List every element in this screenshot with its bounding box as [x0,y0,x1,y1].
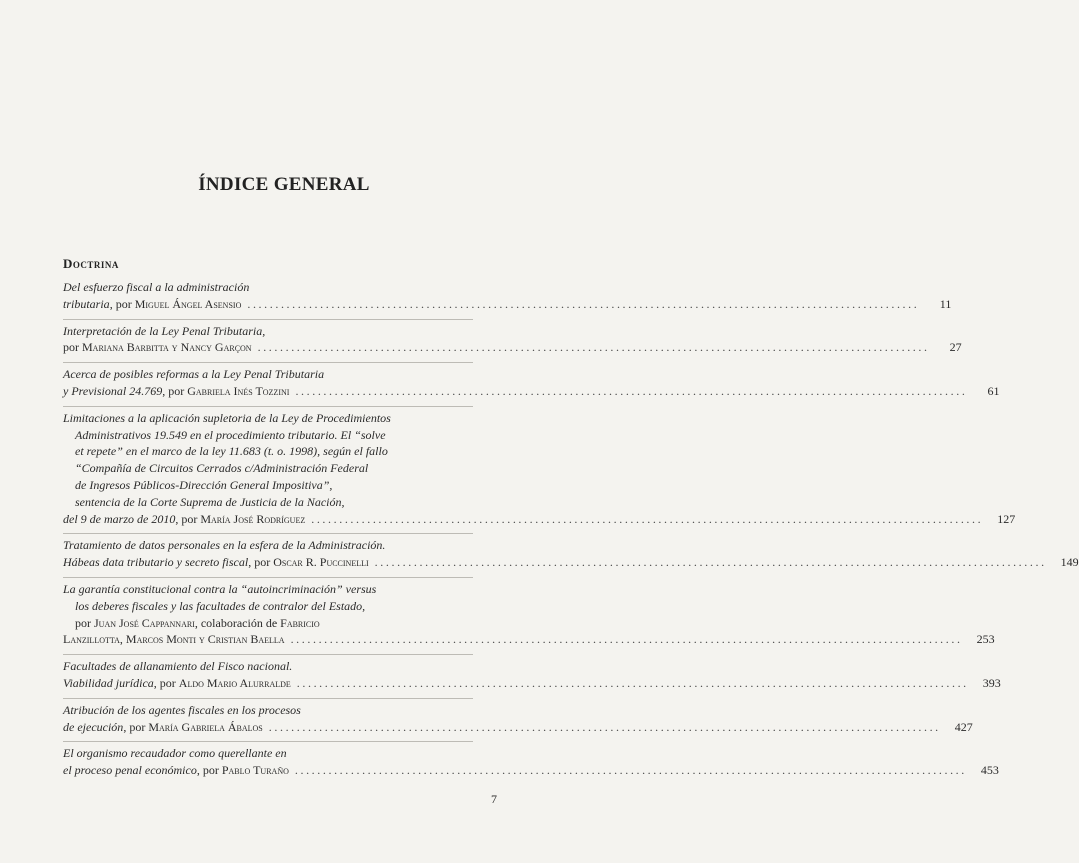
entry-page: 253 [976,632,995,647]
entry-last-line [63,554,1079,571]
entry-title-line: El organismo recaudador como querellante en [63,746,287,761]
entry-title-line: los deberes fiscales y las facultades de contralor del Estado, [75,598,366,613]
entry-page: 11 [939,296,952,311]
toc-entry[interactable] [63,320,962,364]
entry-page: 427 [954,719,973,734]
leader-dots: ........................................................................................................................ [311,511,984,526]
entry-title-line: Del esfuerzo fiscal a la administración [63,280,250,294]
entry-title-line: sentencia de la Corte Suprema de Justicia de la Nación, [75,494,345,509]
entry-title-line: La garantía constitucional contra la “autoincriminación” versus [63,581,377,596]
entry-collab: , colaboración de [194,615,281,630]
entry-title-line: “Compañía de Circuitos Cerrados c/Administración Federal [75,461,369,476]
entry-title-line: Atribución de los agentes fiscales en los procesos [63,702,301,717]
entry-by: , por [153,675,179,690]
entry-by: , por [175,511,201,526]
leader-dots: ........................................................................................................................ [247,296,920,311]
entry-author: María Gabriela Ábalos [148,719,263,734]
entry-title-line: Tratamiento de datos personales en la esfera de la Administración. [63,538,386,553]
entry-last-line [63,339,962,356]
entry-author: María José Rodríguez [200,511,306,526]
toc-entry[interactable] [63,407,1016,535]
table-of-contents [63,276,1079,785]
entry-title-end: del 9 de marzo de 2010 [63,511,176,526]
leader-dots: ........................................................................................................................ [268,719,941,734]
leader-dots: ........................................................................................................................ [295,383,968,398]
leader-dots: ........................................................................................................................ [296,675,969,690]
entry-page: 127 [997,511,1016,526]
section-heading: Doctrina [63,256,119,271]
entry-title-end: tributaria [63,296,110,311]
entry-title-line: Administrativos 19.549 en el procedimiento tributario. El “solve [75,427,386,442]
toc-entry[interactable] [63,699,973,743]
entry-by: , por [248,555,274,570]
entry-title-end: y Previsional 24.769 [63,383,163,398]
entry-page: 393 [982,675,1001,690]
entry-last-line [63,511,1016,528]
entry-title-line: Limitaciones a la aplicación supletoria de la Ley de Procedimientos [63,410,391,425]
entry-page: 61 [987,383,1000,398]
leader-dots: ........................................................................................................................ [374,555,1047,570]
entry-author: Aldo Mario Alurralde [178,675,291,690]
entry-title-end: el proceso penal económico [63,763,197,778]
entry-page: 27 [949,340,962,355]
entry-author: Juan José Cappannari [94,615,195,630]
entry-by: por [75,615,94,630]
entry-by: , por [196,763,222,778]
leader-dots: ........................................................................................................................ [257,340,930,355]
entry-credit-line [63,615,473,632]
leader-dots: ........................................................................................................................ [290,632,963,647]
entry-last-line [63,762,999,779]
entry-title-line: et repete” en el marco de la ley 11.683 (t. o. 1998), según el fallo [75,444,388,459]
toc-entry[interactable] [63,742,999,785]
entry-title-end: Viabilidad jurídica [63,675,154,690]
entry-by: , por [162,383,188,398]
entry-last-line [63,675,1001,692]
entry-by: por [63,340,82,355]
page-title: ÍNDICE GENERAL [198,174,370,195]
entry-author: Fabricio [280,615,320,630]
leader-dots: ........................................................................................................................ [294,763,967,778]
entry-page: 149 [1060,555,1079,570]
entry-author: Pablo Turaño [221,763,289,778]
entry-author: Mariana Barbitta y Nancy Garçon [82,340,252,355]
toc-entry[interactable] [63,534,1079,578]
entry-title-line: Interpretación de la Ley Penal Tributaria, [63,323,266,338]
entry-author: Gabriela Inés Tozzini [187,383,290,398]
toc-entry[interactable] [63,276,952,320]
entry-author: Oscar R. Puccinelli [273,555,369,570]
entry-title-line: Acerca de posibles reformas a la Ley Penal Tributaria [63,367,325,382]
entry-by: , por [123,719,149,734]
entry-author: Lanzillotta, Marcos Monti y Cristian Baella [63,632,285,647]
entry-last-line [63,719,973,736]
page-number: 7 [491,792,497,806]
toc-entry[interactable] [63,578,995,655]
entry-page: 453 [980,763,999,778]
toc-entry[interactable] [63,363,1000,407]
entry-author: Miguel Ángel Asensio [134,296,242,311]
entry-last-line [63,383,1000,400]
entry-title-line: Facultades de allanamiento del Fisco nacional. [63,659,293,674]
entry-last-line [63,296,952,313]
entry-title-end: de ejecución [63,719,124,734]
entry-title-line: de Ingresos Públicos-Dirección General Impositiva”, [75,477,333,492]
entry-last-line [63,631,995,648]
entry-title-end: Hábeas data tributario y secreto fiscal [63,555,249,570]
toc-entry[interactable] [63,655,1001,699]
entry-by: , por [109,296,135,311]
